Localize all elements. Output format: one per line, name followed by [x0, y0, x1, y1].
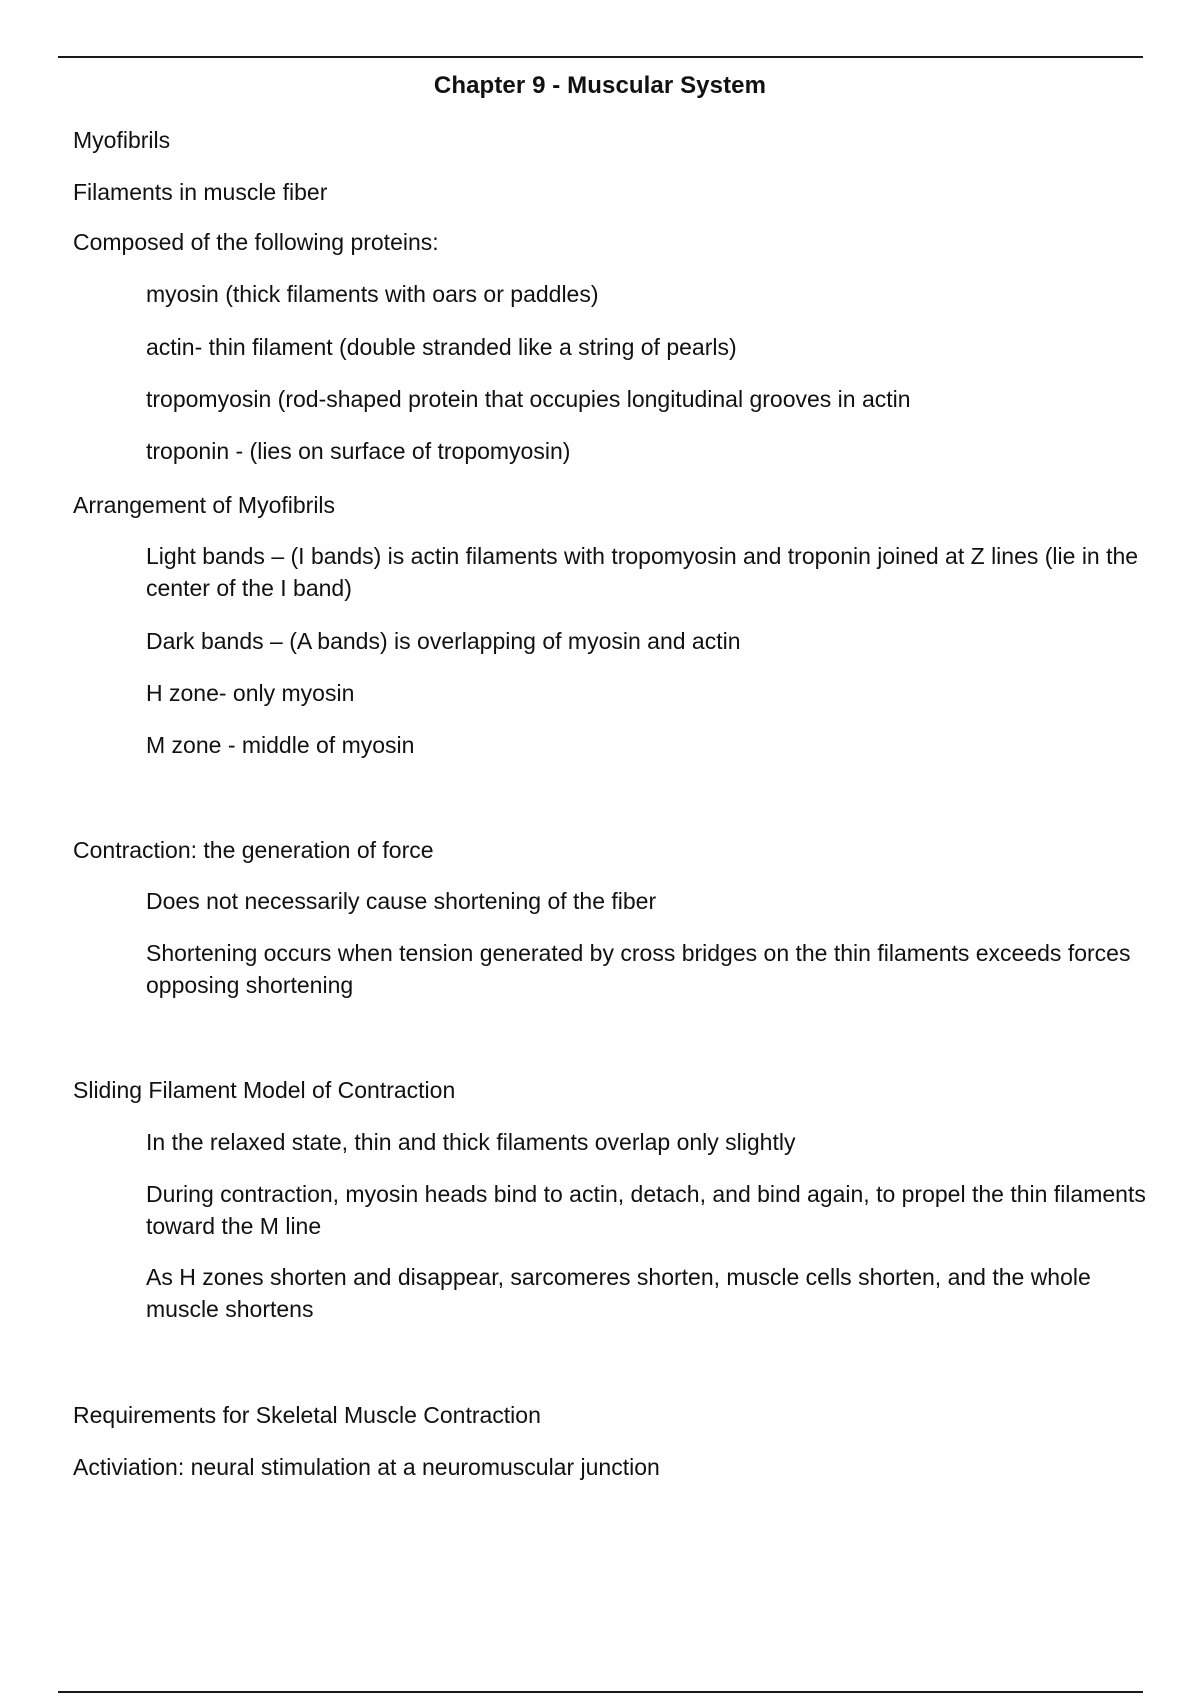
top-rule [58, 56, 1143, 58]
heading-contraction: Contraction: the generation of force [73, 837, 434, 863]
list-item: M zone - middle of myosin [146, 732, 415, 758]
list-item: During contraction, myosin heads bind to actin, detach, and bind again, to propel the thin filaments toward the M line [146, 1181, 1146, 1239]
heading-arrangement: Arrangement of Myofibrils [73, 492, 336, 518]
list-item: troponin - (lies on surface of tropomyosin) [146, 438, 571, 464]
list-item: As H zones shorten and disappear, sarcomeres shorten, muscle cells shorten, and the whole muscle shortens [146, 1264, 1091, 1322]
text-line: Composed of the following proteins: [73, 229, 439, 255]
heading-requirements: Requirements for Skeletal Muscle Contraction [73, 1402, 541, 1428]
list-item: myosin (thick filaments with oars or paddles) [146, 281, 599, 307]
list-item: actin- thin filament (double stranded like a string of pearls) [146, 334, 737, 360]
list-item: Dark bands – (A bands) is overlapping of myosin and actin [146, 628, 741, 654]
heading-sliding-filament: Sliding Filament Model of Contraction [73, 1077, 456, 1103]
list-item: Does not necessarily cause shortening of the fiber [146, 888, 657, 914]
list-item: tropomyosin (rod-shaped protein that occupies longitudinal grooves in actin [146, 386, 911, 412]
page-title: Chapter 9 - Muscular System [433, 72, 767, 99]
list-item: In the relaxed state, thin and thick filaments overlap only slightly [146, 1129, 796, 1155]
heading-myofibrils: Myofibrils [73, 127, 171, 153]
list-item: Shortening occurs when tension generated by cross bridges on the thin filaments exceeds forces opposing shortening [146, 940, 1131, 998]
text-line: Activiation: neural stimulation at a neuromuscular junction [73, 1454, 660, 1480]
text-line: Filaments in muscle fiber [73, 179, 328, 205]
bottom-rule [58, 1691, 1143, 1693]
list-item: H zone- only myosin [146, 680, 355, 706]
list-item: Light bands – (I bands) is actin filaments with tropomyosin and troponin joined at Z lines (lie in the center of the I band) [146, 543, 1139, 601]
